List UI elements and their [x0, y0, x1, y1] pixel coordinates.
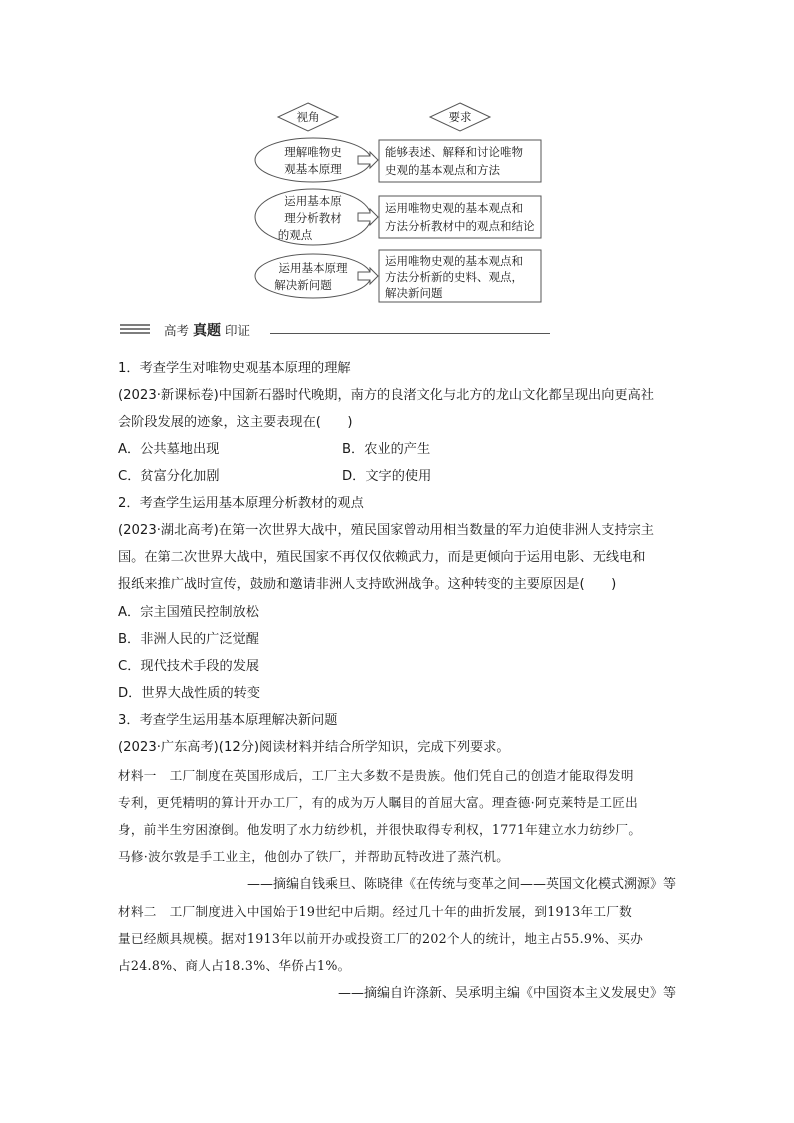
row2-left-line1: 运用基本原: [284, 194, 342, 208]
q2-stem-line1: (2023·湖北高考)在第一次世界大战中，殖民国家曾动用相当数量的军力迫使非洲人支持宗主: [118, 523, 654, 538]
row2-right-line2: 方法分析教材中的观点和结论: [385, 219, 535, 233]
q2-stem-line3: 报纸来推广战时宣传，鼓励和邀请非洲人支持欧洲战争。这种转变的主要原因是( ): [118, 577, 617, 592]
material1-source: ——摘编自钱乘旦、陈晓律《在传统与变革之间——英国文化模式溯源》等: [246, 877, 676, 892]
row2-left-line3: 的观点: [277, 228, 313, 242]
q2-option-d: D．世界大战性质的转变: [118, 686, 261, 701]
section-header: [120, 320, 440, 342]
q1-stem-line1: (2023·新课标卷)中国新石器时代晚期，南方的良渚文化与北方的龙山文化都呈现出向更高社: [118, 388, 654, 403]
section-title: [164, 320, 250, 340]
q2-option-b: B．非洲人民的广泛觉醒: [118, 632, 259, 647]
q1-option-a: A．公共墓地出现: [118, 442, 220, 457]
q1-title: 1．考查学生对唯物史观基本原理的理解: [118, 361, 351, 376]
q1-option-d: D．文字的使用: [342, 469, 432, 484]
row3-right-line1: 运用唯物史观的基本观点和: [385, 254, 523, 268]
material1-line1: 材料一 工厂制度在英国形成后，工厂主大多数不是贵族。他们凭自己的创造才能取得发明: [118, 768, 634, 783]
section-stripes: [120, 324, 150, 336]
row3-left-line1: 运用基本原理: [278, 261, 348, 275]
row1-right-line2: 史观的基本观点和方法: [385, 163, 500, 177]
q3-stem: (2023·广东高考)(12分)阅读材料并结合所学知识，完成下列要求。: [118, 740, 510, 755]
material1-line4: 马修·波尔敦是手工业主，他创办了铁厂，并帮助瓦特改进了蒸汽机。: [118, 849, 510, 864]
q1-option-b: B．农业的产生: [342, 442, 431, 457]
q1-option-c: C．贫富分化加剧: [118, 469, 220, 484]
row3-right-line3: 解决新问题: [385, 286, 443, 300]
header-right-label: 要求: [448, 110, 472, 124]
q2-option-a: A．宗主国殖民控制放松: [118, 605, 259, 620]
material1-line2: 专利，更凭精明的算计开办工厂，有的成为万人瞩目的首屈大富。理查德·阿克莱特是工匠出: [118, 795, 639, 810]
row3-left-line2: 解决新问题: [274, 278, 332, 292]
q2-title: 2．考查学生运用基本原理分析教材的观点: [118, 496, 364, 511]
material2-source: ——摘编自许涤新、吴承明主编《中国资本主义发展史》等: [337, 986, 676, 1001]
material2-line3: 占24.8%、商人占18.3%、华侨占1%。: [118, 958, 351, 973]
row2-left-line2: 理分析教材: [284, 211, 342, 225]
row1-left-line2: 观基本原理: [284, 162, 342, 176]
section-title-bold: 真题: [193, 323, 222, 339]
row1-right-line1: 能够表述、解释和讨论唯物: [385, 145, 523, 159]
section-title-post: 印证: [225, 323, 251, 338]
header-left-label: 视角: [296, 110, 320, 124]
row3-right-line2: 方法分析新的史料、观点，: [385, 270, 523, 284]
q3-title: 3．考查学生运用基本原理解决新问题: [118, 713, 338, 728]
q2-option-c: C．现代技术手段的发展: [118, 659, 260, 674]
material1-line3: 身，前半生穷困潦倒。他发明了水力纺纱机，并很快取得专利权，1771年建立水力纺纱厂。: [118, 822, 642, 837]
material2-line2: 量已经颇具规模。据对1913年以前开办或投资工厂的202个人的统计，地主占55.9%、买办: [118, 931, 644, 946]
concept-diagram: [0, 0, 794, 320]
q1-stem-line2: 会阶段发展的迹象，这主要表现在( ): [118, 415, 353, 430]
material2-line1: 材料二 工厂制度进入中国始于19世纪中后期。经过几十年的曲折发展，到1913年工厂数: [118, 904, 633, 919]
section-title-pre: 高考: [164, 323, 190, 338]
row2-right-line1: 运用唯物史观的基本观点和: [385, 201, 523, 215]
q2-stem-line2: 国。在第二次世界大战中，殖民国家不再仅仅依赖武力，而是更倾向于运用电影、无线电和: [118, 550, 646, 565]
section-rule: [270, 333, 550, 334]
row1-left-line1: 理解唯物史: [284, 145, 342, 159]
